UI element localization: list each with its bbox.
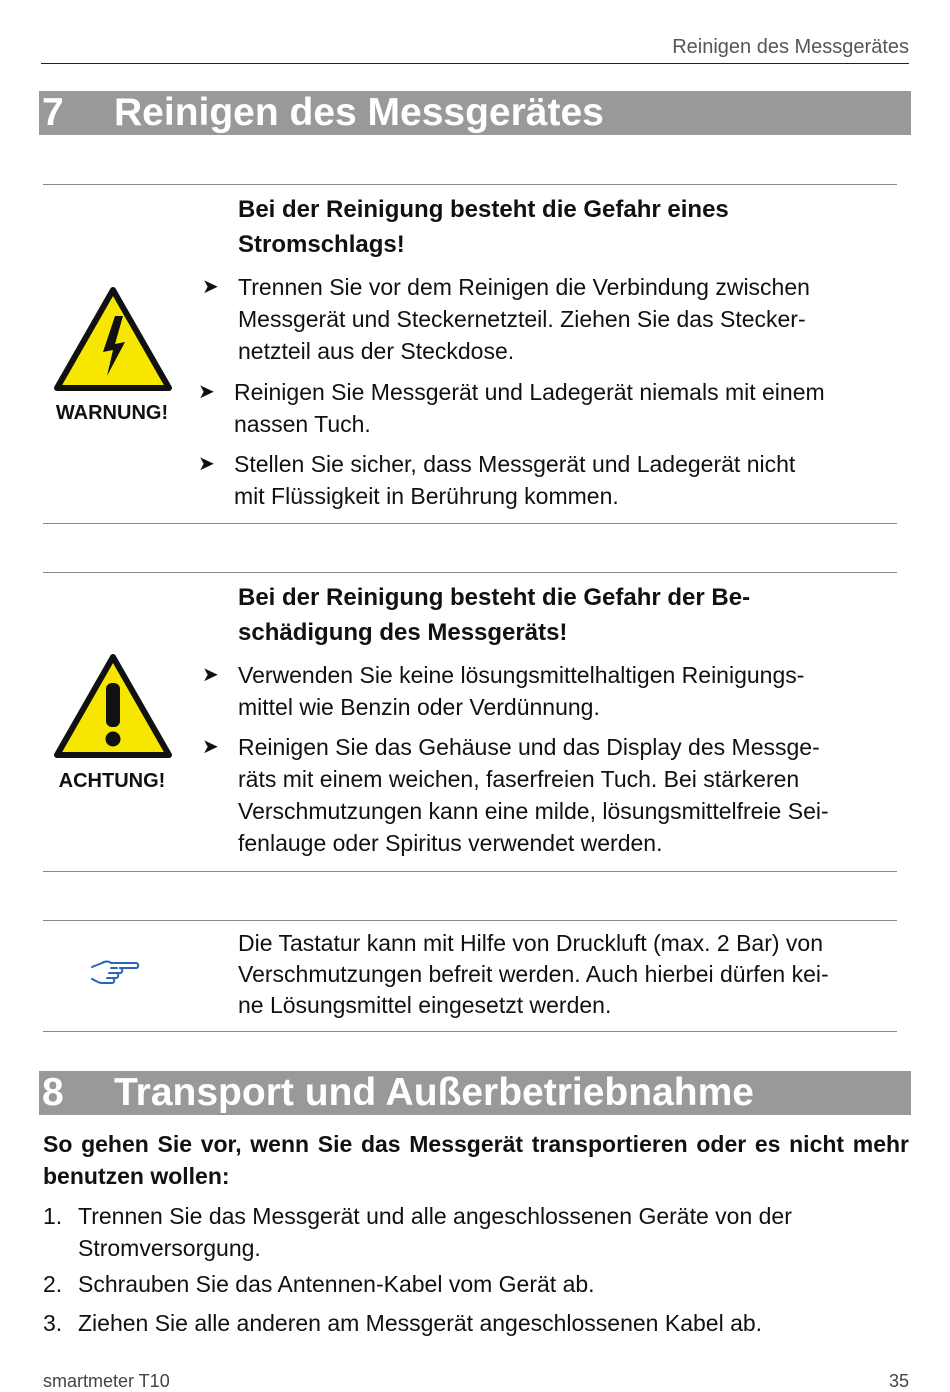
step-number: 2. [43, 1271, 63, 1297]
warning-bullet [198, 448, 934, 512]
bullet-arrow-icon: ➤ [198, 453, 215, 475]
step-line: Stromversorgung. [78, 1235, 261, 1261]
caution-heading-line: schädigung des Messgeräts! [238, 619, 568, 646]
exclamation-warning-icon [53, 653, 173, 759]
warning-block-top-rule [43, 184, 897, 185]
caution-heading-line: Bei der Reinigung besteht die Gefahr der Be- [238, 584, 751, 611]
step-item [43, 1200, 878, 1264]
chapter-8-heading [39, 1071, 911, 1115]
warning-heading-line: Stromschlags! [238, 231, 405, 258]
caution-block-top-rule [43, 572, 897, 573]
bullet-arrow-icon: ➤ [202, 736, 219, 758]
bullet-line: Stellen Sie sicher, dass Messgerät und Ladegerät nicht [234, 451, 796, 477]
chapter-7-heading [39, 91, 911, 135]
chapter-number: 8 [42, 1071, 64, 1114]
footer-product: smartmeter T10 [43, 1371, 170, 1391]
chapter-title: Transport und Außerbetriebnahme [114, 1071, 754, 1114]
bullet-arrow-icon: ➤ [202, 276, 219, 298]
bullet-arrow-icon: ➤ [202, 664, 219, 686]
note-block-top-rule [43, 920, 897, 921]
running-header: Reinigen des Messgerätes [672, 36, 909, 58]
note-line: Die Tastatur kann mit Hilfe von Druckluft (max. 2 Bar) von [238, 930, 824, 956]
chapter-8-intro: So gehen Sie vor, wenn Sie das Messgerät transportieren oder es nicht mehr benutzen wollen: [43, 1131, 909, 1189]
pointing-hand-icon [90, 958, 140, 986]
bullet-arrow-icon: ➤ [198, 381, 215, 403]
caution-label: ACHTUNG! [58, 770, 166, 792]
warning-heading [238, 192, 878, 262]
caution-bullet [202, 659, 938, 723]
warning-label: WARNUNG! [55, 402, 169, 424]
bullet-line: Reinigen Sie Messgerät und Ladegerät niemals mit einem [234, 379, 825, 405]
warning-block-bottom-rule [43, 523, 897, 524]
step-line: Schrauben Sie das Antennen-Kabel vom Gerät ab. [78, 1271, 595, 1297]
step-item [43, 1268, 878, 1300]
step-number: 3. [43, 1310, 63, 1336]
chapter-title: Reinigen des Messgerätes [114, 91, 604, 134]
bullet-line: netzteil aus der Steckdose. [238, 338, 515, 364]
bullet-line: mittel wie Benzin oder Verdünnung. [238, 694, 600, 720]
step-line: Ziehen Sie alle anderen am Messgerät angeschlossenen Kabel ab. [78, 1310, 763, 1336]
caution-heading [238, 580, 878, 650]
bullet-line: nassen Tuch. [234, 411, 371, 437]
bullet-line: Messgerät und Steckernetzteil. Ziehen Sie das Stecker- [238, 306, 806, 332]
step-item [43, 1307, 878, 1339]
note-line: Verschmutzungen befreit werden. Auch hierbei dürfen kei- [238, 961, 829, 987]
bullet-line: Verschmutzungen kann eine milde, lösungsmittelfreie Sei- [238, 798, 829, 824]
caution-block-bottom-rule [43, 871, 897, 872]
warning-bullet [198, 376, 934, 440]
bullet-line: Trennen Sie vor dem Reinigen die Verbindung zwischen [238, 274, 810, 300]
warning-bullet [202, 271, 938, 367]
bullet-line: fenlauge oder Spiritus verwendet werden. [238, 830, 663, 856]
note-line: ne Lösungsmittel eingesetzt werden. [238, 992, 612, 1018]
footer-page-number: 35 [888, 1371, 909, 1391]
chapter-number: 7 [42, 91, 64, 134]
electric-shock-warning-icon [53, 286, 173, 392]
bullet-line: Verwenden Sie keine lösungsmittelhaltigen Reinigungs- [238, 662, 805, 688]
note-block-bottom-rule [43, 1031, 897, 1032]
note-text [238, 928, 888, 1021]
step-line: Trennen Sie das Messgerät und alle angeschlossenen Geräte von der [78, 1203, 792, 1229]
header-rule [41, 63, 909, 64]
bullet-line: mit Flüssigkeit in Berührung kommen. [234, 483, 619, 509]
caution-bullet [202, 731, 938, 859]
bullet-line: räts mit einem weichen, faserfreien Tuch. Bei stärkeren [238, 766, 800, 792]
bullet-line: Reinigen Sie das Gehäuse und das Display des Messge- [238, 734, 820, 760]
warning-heading-line: Bei der Reinigung besteht die Gefahr eines [238, 196, 729, 223]
step-number: 1. [43, 1203, 63, 1229]
